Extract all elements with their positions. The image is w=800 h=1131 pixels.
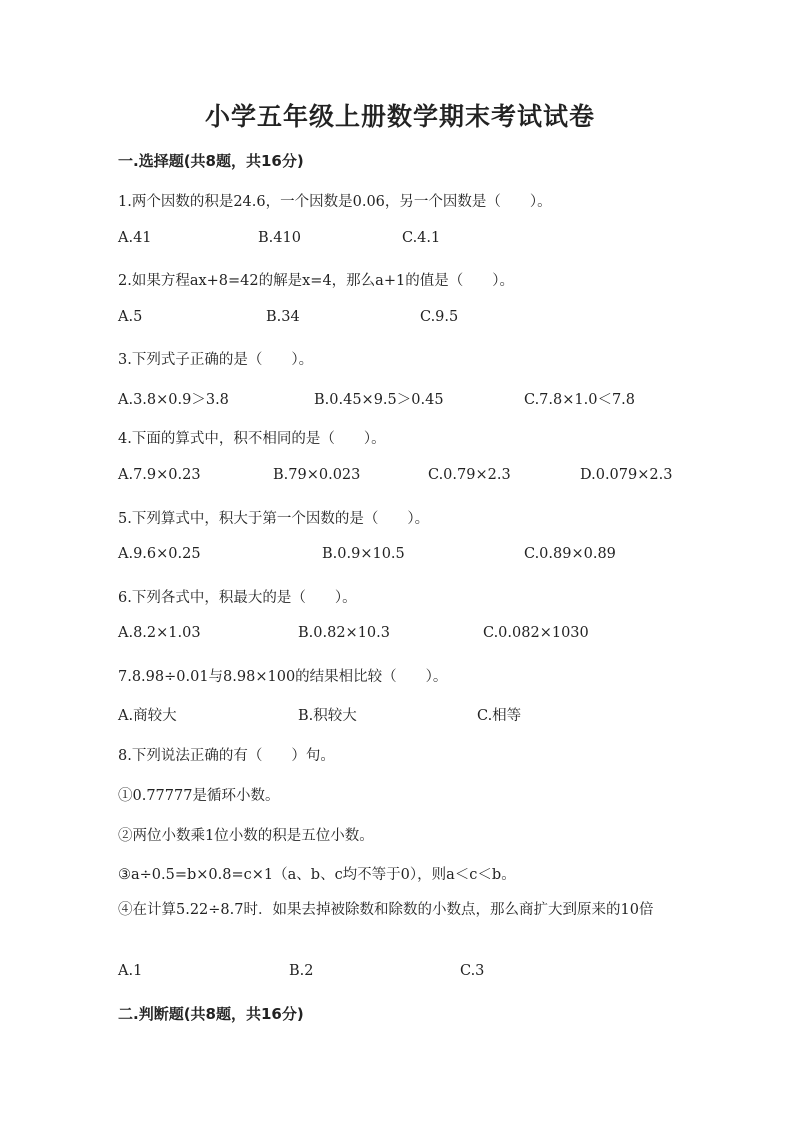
question-3: 3.下列式子正确的是（ ）。 bbox=[118, 352, 314, 368]
question-8: 8.下列说法正确的有（ ）句。 bbox=[118, 748, 335, 764]
q8-option-a: A.1 bbox=[118, 963, 143, 979]
q1-option-b: B.410 bbox=[258, 230, 301, 246]
q2-option-c: C.9.5 bbox=[420, 309, 459, 325]
q7-option-b: B.积较大 bbox=[298, 708, 357, 724]
q7-option-c: C.相等 bbox=[477, 708, 522, 724]
page-title: 小学五年级上册数学期末考试试卷 bbox=[204, 102, 595, 131]
q8-statement-3: ③a÷0.5=b×0.8=c×1（a、b、c均不等于0），则a＜c＜b。 bbox=[118, 867, 516, 883]
question-7: 7.8.98÷0.01与8.98×100的结果相比较（ ）。 bbox=[118, 669, 448, 685]
q3-option-a: A.3.8×0.9＞3.8 bbox=[118, 392, 229, 408]
question-1: 1.两个因数的积是24.6，一个因数是0.06，另一个因数是（ ）。 bbox=[118, 194, 552, 210]
question-5: 5.下列算式中，积大于第一个因数的是（ ）。 bbox=[118, 511, 430, 527]
q4-option-a: A.7.9×0.23 bbox=[118, 467, 201, 483]
q4-option-b: B.79×0.023 bbox=[273, 467, 361, 483]
q8-option-b: B.2 bbox=[289, 963, 314, 979]
q3-option-c: C.7.8×1.0＜7.8 bbox=[524, 392, 636, 408]
q7-option-a: A.商较大 bbox=[118, 708, 177, 724]
q1-option-a: A.41 bbox=[118, 230, 152, 246]
q8-option-c: C.3 bbox=[460, 963, 485, 979]
q8-statement-1: ①0.77777是循环小数。 bbox=[118, 788, 280, 804]
q1-option-c: C.4.1 bbox=[402, 230, 441, 246]
q6-option-c: C.0.082×1030 bbox=[483, 625, 589, 641]
q2-option-a: A.5 bbox=[118, 309, 143, 325]
q8-statement-4: ④在计算5.22÷8.7时．如果去掉被除数和除数的小数点，那么商扩大到原来的10倍 bbox=[118, 902, 654, 918]
question-2: 2.如果方程ax+8=42的解是x=4，那么a+1的值是（ ）。 bbox=[118, 273, 514, 289]
q3-option-b: B.0.45×9.5＞0.45 bbox=[314, 392, 444, 408]
q4-option-c: C.0.79×2.3 bbox=[428, 467, 511, 483]
q8-statement-2: ②两位小数乘1位小数的积是五位小数。 bbox=[118, 828, 374, 844]
q6-option-b: B.0.82×10.3 bbox=[298, 625, 390, 641]
section-heading-multiple-choice: 一.选择题(共8题，共16分) bbox=[118, 152, 304, 170]
q4-option-d: D.0.079×2.3 bbox=[580, 467, 673, 483]
q2-option-b: B.34 bbox=[266, 309, 300, 325]
q5-option-b: B.0.9×10.5 bbox=[322, 546, 405, 562]
q5-option-c: C.0.89×0.89 bbox=[524, 546, 616, 562]
q6-option-a: A.8.2×1.03 bbox=[118, 625, 201, 641]
question-4: 4.下面的算式中，积不相同的是（ ）。 bbox=[118, 431, 386, 447]
question-6: 6.下列各式中，积最大的是（ ）。 bbox=[118, 590, 357, 606]
section-heading-true-false: 二.判断题(共8题，共16分) bbox=[118, 1005, 304, 1023]
q5-option-a: A.9.6×0.25 bbox=[118, 546, 201, 562]
